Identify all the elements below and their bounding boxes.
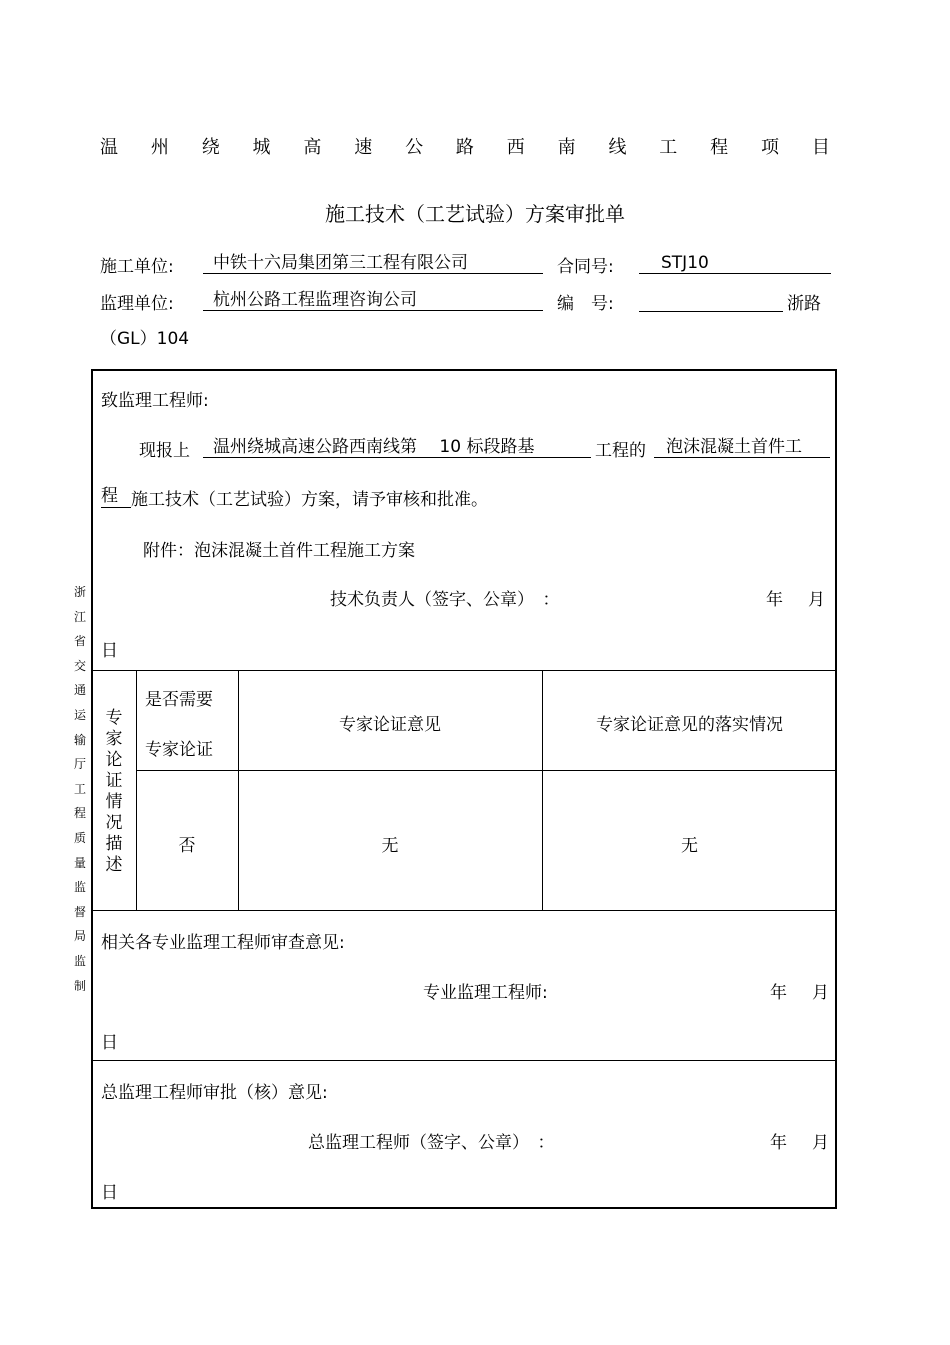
expert-label-char: 专 xyxy=(105,708,123,728)
side-note-char: 交 xyxy=(73,658,86,673)
work-name-part1: 泡沫混凝土首件工 xyxy=(654,436,830,458)
side-note-char: 运 xyxy=(73,707,86,722)
divider xyxy=(93,1060,835,1061)
specialist-review-title: 相关各专业监理工程师审查意见: xyxy=(101,933,345,953)
supervision-unit-label: 监理单位: xyxy=(100,294,174,314)
report-prefix: 现报上 xyxy=(139,441,190,461)
project-title-char: 公 xyxy=(405,137,424,158)
side-note-char: 质 xyxy=(73,830,86,845)
work-name-part2: 程 xyxy=(101,485,131,508)
chief-approval-title: 总监理工程师审批（核）意见: xyxy=(101,1083,328,1103)
specialist-signature: 专业监理工程师: xyxy=(423,983,548,1003)
divider xyxy=(136,670,137,910)
project-title-char: 工 xyxy=(659,137,678,158)
expert-opinion-header: 专家论证意见 xyxy=(339,715,441,735)
side-note-char: 制 xyxy=(73,978,86,993)
side-note-char: 厅 xyxy=(73,757,86,772)
divider xyxy=(93,670,835,671)
serial-no-blank xyxy=(639,289,783,312)
day-label: 日 xyxy=(101,641,118,661)
project-title-char: 温 xyxy=(100,137,118,158)
project-title-char: 程 xyxy=(710,137,729,158)
expert-implementation-header: 专家论证意见的落实情况 xyxy=(596,715,783,735)
divider xyxy=(93,910,835,911)
contract-no-value: STJ10 xyxy=(639,252,831,274)
tech-lead-signature: 技术负责人（签字、公章） ： xyxy=(330,590,560,610)
side-note-char: 程 xyxy=(73,806,86,821)
contract-no-label: 合同号: xyxy=(557,257,614,277)
project-title-char: 南 xyxy=(557,137,576,158)
expert-label-char: 况 xyxy=(105,813,123,833)
expert-label-char: 论 xyxy=(105,750,123,770)
expert-label-char: 描 xyxy=(105,834,123,854)
expert-need-header-line1: 是否需要 xyxy=(145,690,213,710)
project-title-char: 西 xyxy=(506,137,525,158)
project-title xyxy=(100,133,830,159)
divider xyxy=(136,770,837,771)
expert-need-header-line2: 专家论证 xyxy=(145,740,213,760)
expert-label-char: 述 xyxy=(105,855,123,875)
form-title: 施工技术（工艺试验）方案审批单 xyxy=(325,202,625,226)
project-title-char: 项 xyxy=(760,137,779,158)
month-label: 月 xyxy=(808,590,825,610)
divider xyxy=(542,670,543,910)
month-label: 月 xyxy=(812,983,829,1003)
side-note-char: 省 xyxy=(73,634,86,649)
side-note-char: 量 xyxy=(73,855,86,870)
side-note-char: 江 xyxy=(73,609,86,624)
project-title-char: 路 xyxy=(455,137,474,158)
engineering-of: 工程的 xyxy=(595,441,646,461)
project-title-char: 州 xyxy=(150,137,169,158)
expert-implementation-value: 无 xyxy=(681,836,698,856)
side-note-char: 通 xyxy=(73,683,86,698)
approval-form-table xyxy=(91,369,837,1209)
expert-label-char: 情 xyxy=(105,792,123,812)
expert-need-value: 否 xyxy=(178,836,196,856)
project-title-char: 绕 xyxy=(201,137,220,158)
expert-label-char: 家 xyxy=(105,729,123,749)
serial-no-label: 编 号: xyxy=(557,294,614,314)
side-note-char: 督 xyxy=(73,904,86,919)
project-title-char: 城 xyxy=(252,137,271,158)
attachment: 附件：泡沫混凝土首件工程施工方案 xyxy=(143,541,415,561)
serial-no-suffix: 浙路 xyxy=(787,294,821,314)
request-text: 施工技术（工艺试验）方案，请予审核和批准。 xyxy=(131,490,488,510)
side-note-char: 工 xyxy=(73,781,86,796)
year-label: 年 xyxy=(770,983,787,1003)
divider xyxy=(238,670,239,910)
side-note-char: 监 xyxy=(73,953,86,968)
year-label: 年 xyxy=(766,590,783,610)
project-title-char: 速 xyxy=(354,137,373,158)
construction-unit-value: 中铁十六局集团第三工程有限公司 xyxy=(203,252,543,274)
side-note-char: 输 xyxy=(73,732,86,747)
month-label: 月 xyxy=(812,1133,829,1153)
serial-no-line2: （GL）104 xyxy=(100,329,190,349)
project-title-char: 线 xyxy=(608,137,627,158)
side-note-char: 监 xyxy=(73,880,86,895)
side-note-char: 局 xyxy=(73,929,86,944)
expert-label-char: 证 xyxy=(105,771,123,791)
supervision-unit-value: 杭州公路工程监理咨询公司 xyxy=(203,289,543,311)
side-note xyxy=(72,580,88,998)
expert-section-label xyxy=(103,708,125,876)
expert-opinion-value: 无 xyxy=(381,836,399,856)
construction-unit-label: 施工单位: xyxy=(100,257,174,277)
project-title-char: 高 xyxy=(303,137,322,158)
day-label: 日 xyxy=(101,1183,118,1203)
day-label: 日 xyxy=(101,1033,118,1053)
project-name: 温州绕城高速公路西南线第 10 标段路基 xyxy=(203,436,591,458)
chief-signature: 总监理工程师（签字、公章） ： xyxy=(308,1133,555,1153)
year-label: 年 xyxy=(770,1133,787,1153)
side-note-char: 浙 xyxy=(73,585,86,599)
to-supervisor: 致监理工程师: xyxy=(101,391,209,411)
project-title-char: 目 xyxy=(811,137,830,158)
